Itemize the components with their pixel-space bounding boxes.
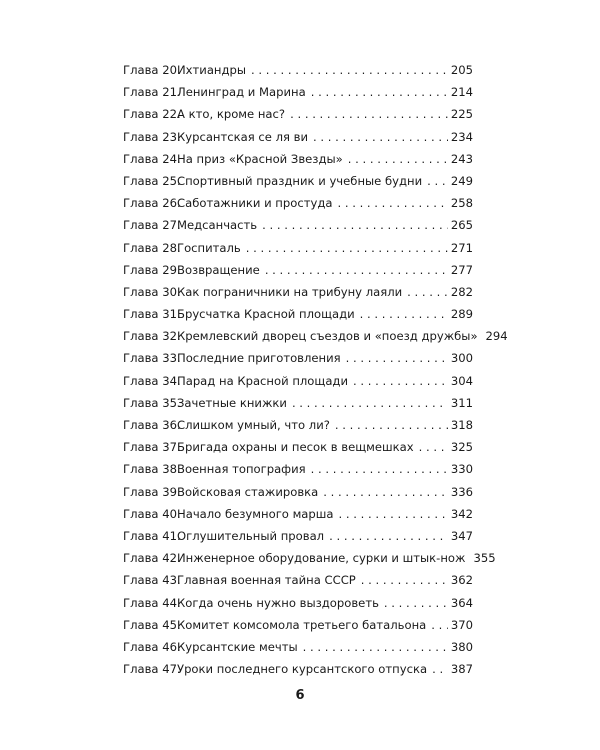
toc-entry <box>123 351 473 373</box>
chapter-label: Глава 29. <box>123 262 181 277</box>
chapter-page-number: 304 <box>450 373 473 388</box>
chapter-title: Как пограничники на трибуну лаяли <box>177 284 403 299</box>
chapter-page-number: 234 <box>450 129 473 144</box>
chapter-title: Слишком умный, что ли? <box>177 418 330 432</box>
toc-entries-list <box>123 63 508 684</box>
chapter-page-number: 271 <box>450 240 473 255</box>
dot-leader <box>427 174 448 188</box>
chapter-page-number: 362 <box>450 573 473 588</box>
toc-entry <box>123 85 473 107</box>
chapter-label: Глава 21. <box>123 85 181 100</box>
chapter-page-number: 330 <box>450 462 473 477</box>
chapter-label: Глава 25. <box>123 173 181 188</box>
chapter-title: Парад на Красной площади <box>177 373 348 388</box>
chapter-title: Ихтиандры <box>177 63 247 77</box>
dot-leader <box>348 152 448 166</box>
toc-entry <box>123 307 473 329</box>
dot-leader <box>360 307 448 321</box>
chapter-label: Глава 35. <box>123 395 181 410</box>
chapter-title: Последние приготовления <box>177 351 341 366</box>
chapter-label: Глава 20. <box>123 63 181 77</box>
dot-leader <box>262 218 448 232</box>
chapter-title: Когда очень нужно выздороветь <box>177 595 379 610</box>
chapter-page-number: 243 <box>450 151 473 166</box>
toc-entry <box>123 107 473 129</box>
chapter-page-number: 311 <box>450 395 473 410</box>
dot-leader <box>419 440 448 454</box>
page-number: 6 <box>295 688 305 703</box>
dot-leader <box>303 640 448 654</box>
toc-entry <box>123 285 473 307</box>
chapter-title: Комитет комсомола третьего батальона <box>177 617 427 632</box>
chapter-label: Глава 42. <box>123 551 181 566</box>
chapter-page-number: 318 <box>450 418 473 432</box>
chapter-label: Глава 47. <box>123 662 181 677</box>
dot-leader <box>313 130 448 144</box>
toc-entry <box>123 196 473 218</box>
chapter-title: А кто, кроме нас? <box>177 107 286 122</box>
chapter-page-number: 336 <box>450 484 473 499</box>
chapter-label: Глава 38. <box>123 462 181 477</box>
toc-entry <box>123 374 473 396</box>
chapter-title: Курсантская се ля ви <box>177 129 309 144</box>
chapter-title: Инженерное оборудование, сурки и штык-нож <box>177 551 466 566</box>
chapter-title: Спортивный праздник и учебные будни <box>177 173 423 188</box>
toc-entry <box>123 174 473 196</box>
chapter-page-number: 289 <box>450 307 473 322</box>
chapter-title: Курсантские мечты <box>177 639 298 654</box>
chapter-page-number: 205 <box>450 63 473 77</box>
chapter-page-number: 282 <box>450 284 473 299</box>
toc-entry <box>123 440 473 462</box>
chapter-page-number: 342 <box>450 506 473 521</box>
dot-leader <box>311 462 448 476</box>
chapter-title: На приз «Красной Звезды» <box>177 151 343 166</box>
chapter-label: Глава 41. <box>123 528 181 543</box>
chapter-title: Медсанчасть <box>177 218 258 233</box>
chapter-page-number: 300 <box>450 351 473 366</box>
chapter-title: Кремлевский дворец съездов и «поезд дружбы» <box>177 329 478 344</box>
toc-entry <box>123 418 473 440</box>
chapter-label: Глава 40. <box>123 506 181 521</box>
chapter-page-number: 249 <box>450 173 473 188</box>
chapter-label: Глава 39. <box>123 484 181 499</box>
chapter-title: Начало безумного марша <box>177 506 334 521</box>
dot-leader <box>292 396 448 410</box>
chapter-title: Бригада охраны и песок в вещмешках <box>177 440 414 455</box>
dot-leader <box>339 507 448 521</box>
chapter-title: Ленинград и Марина <box>177 85 306 100</box>
chapter-title: Брусчатка Красной площади <box>177 307 355 322</box>
chapter-label: Глава 30. <box>123 284 181 299</box>
dot-leader <box>407 285 448 299</box>
toc-entry <box>123 507 473 529</box>
chapter-label: Глава 45. <box>123 617 181 632</box>
chapter-label: Глава 34. <box>123 373 181 388</box>
dot-leader <box>337 196 447 210</box>
chapter-title: Оглушительный провал <box>177 528 325 543</box>
toc-entry <box>123 329 508 351</box>
toc-entry <box>123 462 473 484</box>
chapter-label: Глава 23. <box>123 129 181 144</box>
chapter-title: Саботажники и простуда <box>177 196 333 211</box>
toc-entry <box>123 551 496 573</box>
chapter-page-number: 265 <box>450 218 473 233</box>
chapter-title: Возвращение <box>177 262 260 277</box>
toc-entry <box>123 640 473 662</box>
chapter-label: Глава 28. <box>123 240 181 255</box>
chapter-page-number: 370 <box>450 617 473 632</box>
dot-leader <box>246 241 448 255</box>
chapter-label: Глава 33. <box>123 351 181 366</box>
chapter-label: Глава 37. <box>123 440 181 455</box>
chapter-page-number: 355 <box>473 551 496 566</box>
chapter-title: Уроки последнего курсантского отпуска <box>177 662 428 677</box>
toc-entry <box>123 241 473 263</box>
chapter-page-number: 380 <box>450 639 473 654</box>
chapter-page-number: 294 <box>485 329 508 344</box>
dot-leader <box>353 374 448 388</box>
chapter-page-number: 277 <box>450 262 473 277</box>
toc-entry <box>123 63 473 85</box>
dot-leader <box>432 662 448 676</box>
chapter-label: Глава 44. <box>123 595 181 610</box>
chapter-title: Военная топография <box>177 462 306 477</box>
dot-leader <box>290 107 448 121</box>
chapter-label: Глава 31. <box>123 307 181 322</box>
dot-leader <box>329 529 448 543</box>
chapter-title: Войсковая стажировка <box>177 484 319 499</box>
table-of-contents <box>123 63 508 684</box>
dot-leader <box>265 263 448 277</box>
toc-entry <box>123 662 473 684</box>
chapter-label: Глава 36. <box>123 418 181 432</box>
chapter-label: Глава 32. <box>123 329 181 344</box>
chapter-page-number: 225 <box>450 107 473 122</box>
chapter-label: Глава 27. <box>123 218 181 233</box>
chapter-label: Глава 26. <box>123 196 181 211</box>
toc-entry <box>123 596 473 618</box>
dot-leader <box>311 85 448 99</box>
chapter-page-number: 364 <box>450 595 473 610</box>
toc-entry <box>123 485 473 507</box>
dot-leader <box>346 351 448 365</box>
chapter-title: Главная военная тайна СССР <box>177 573 356 588</box>
chapter-page-number: 387 <box>450 662 473 677</box>
chapter-label: Глава 24. <box>123 151 181 166</box>
dot-leader <box>323 485 448 499</box>
toc-entry <box>123 152 473 174</box>
dot-leader <box>384 596 448 610</box>
chapter-page-number: 347 <box>450 528 473 543</box>
toc-entry <box>123 396 473 418</box>
toc-entry <box>123 618 473 640</box>
chapter-page-number: 214 <box>450 85 473 100</box>
toc-entry <box>123 529 473 551</box>
chapter-label: Глава 22. <box>123 107 181 122</box>
dot-leader <box>431 618 448 632</box>
dot-leader <box>335 418 448 432</box>
chapter-title: Госпиталь <box>177 240 241 255</box>
dot-leader <box>251 63 448 77</box>
chapter-page-number: 258 <box>450 196 473 211</box>
toc-entry <box>123 130 473 152</box>
toc-entry <box>123 573 473 595</box>
toc-entry <box>123 263 473 285</box>
toc-entry <box>123 218 473 240</box>
chapter-label: Глава 43. <box>123 573 181 588</box>
dot-leader <box>361 573 448 587</box>
chapter-label: Глава 46. <box>123 639 181 654</box>
chapter-page-number: 325 <box>450 440 473 455</box>
chapter-title: Зачетные книжки <box>177 395 287 410</box>
